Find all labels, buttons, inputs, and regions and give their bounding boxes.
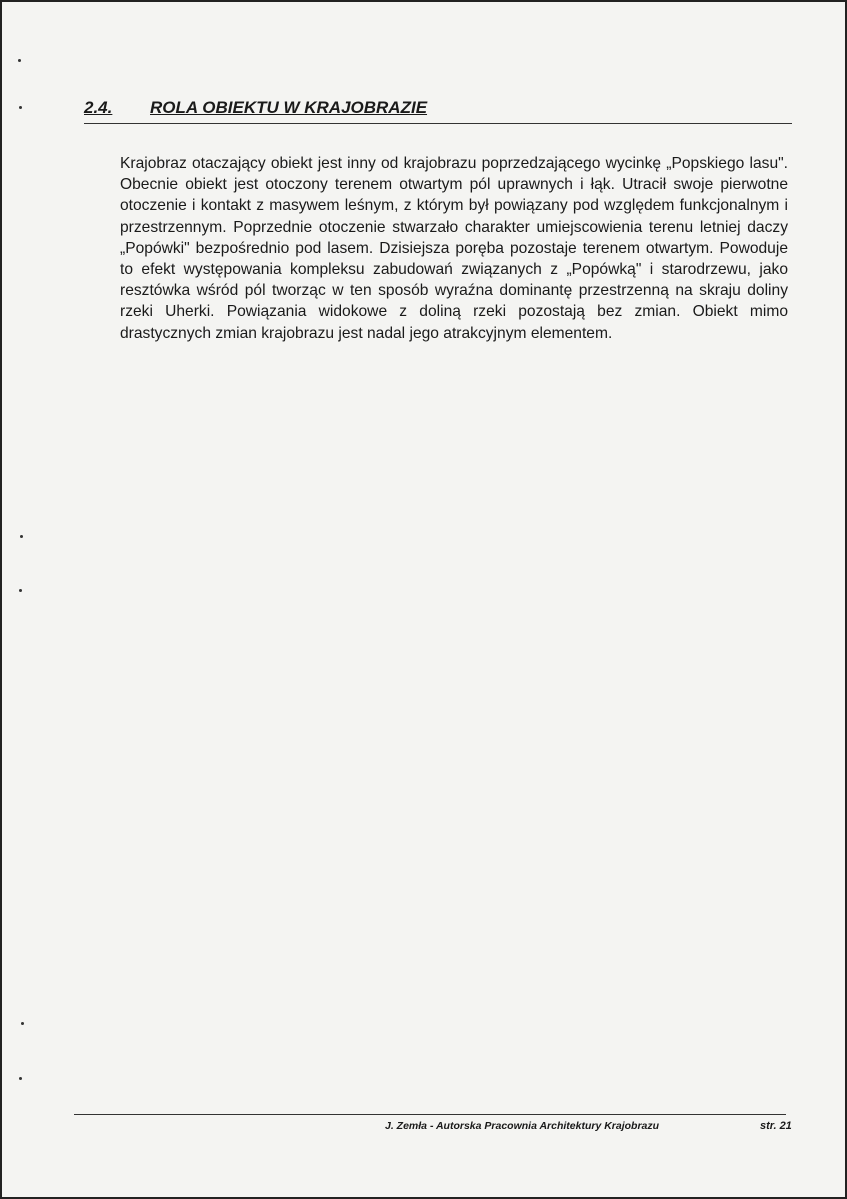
scan-speck xyxy=(19,1077,22,1080)
section-number: 2.4. xyxy=(84,98,113,117)
page-number: str. 21 xyxy=(760,1120,792,1132)
scan-speck xyxy=(20,535,23,538)
scan-speck xyxy=(21,1022,24,1025)
section-title: ROLA OBIEKTU W KRAJOBRAZIE xyxy=(150,98,428,117)
footer-author: J. Zemła - Autorska Pracownia Architektury Krajobrazu xyxy=(385,1120,660,1132)
section-heading xyxy=(84,96,792,124)
footer-divider xyxy=(74,1114,786,1115)
scan-speck xyxy=(18,59,21,62)
scan-speck xyxy=(19,106,22,109)
scan-speck xyxy=(19,589,22,592)
body-paragraph: Krajobraz otaczający obiekt jest inny od krajobrazu poprzedzającego wycinkę „Popskiego lasu". Obecnie obiekt jest otoczony terenem otwartym pól uprawnych i łąk. Utracił swoje pierwotne otoczenie i kontakt z masywem leśnym, z którym był powiązany pod względem funkcjonalnym i przestrzennym. Poprzednie otoczenie stwarzało charakter umiejscowienia terenu letniej daczy „Popówki" bezpośrednio pod lasem. Dzisiejsza poręba pozostaje terenem otwartym. Powoduje to efekt występowania kompleksu zabudowań związanych z „Popówką" i starodrzewu, jako resztówka wśród pól tworząc w ten sposób wyraźna dominantę przestrzenną na skraju doliny rzeki Uherki. Powiązania widokowe z doliną rzeki pozostają bez zmian. Obiekt mimo drastycznych zmian krajobrazu jest nadal jego atrakcyjnym elementem. xyxy=(120,155,788,342)
